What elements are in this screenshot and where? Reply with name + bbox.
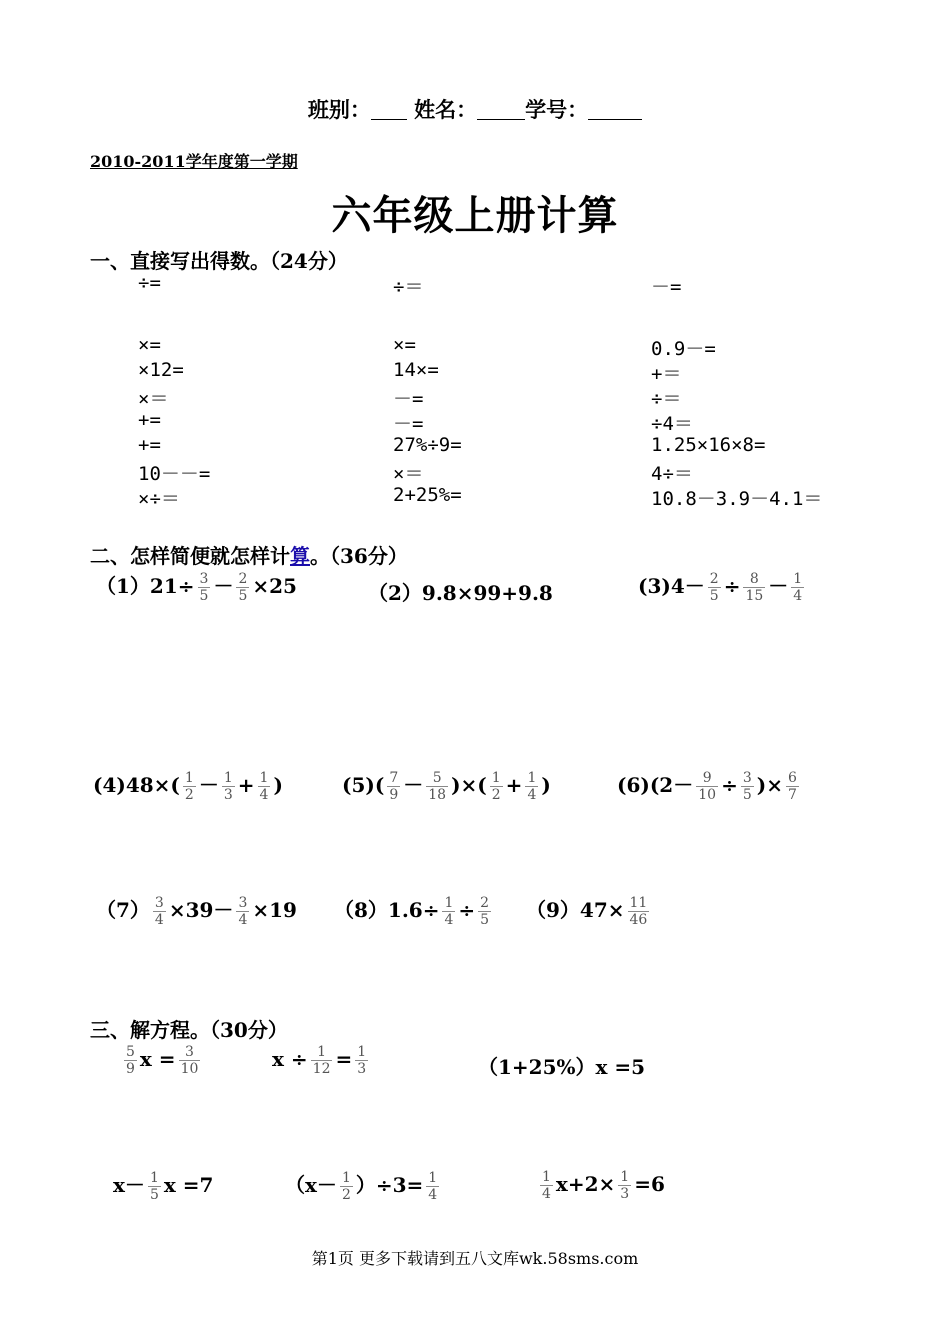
denominator: 9	[126, 1061, 135, 1078]
s1-c1-r2: ×=	[138, 334, 161, 356]
numerator: 7	[389, 769, 399, 786]
numerator: 2	[709, 570, 719, 587]
numerator: 9	[696, 770, 718, 787]
term-label: 2010-2011学年度第一学期	[90, 152, 298, 171]
denominator: 5	[199, 588, 209, 604]
s1-c2-r8: 2+25%=	[393, 484, 462, 506]
s1-c1-r3: ×12=	[138, 359, 184, 381]
numerator: 1	[184, 769, 194, 786]
operator: +	[505, 773, 523, 797]
section2-heading-link[interactable]: 算	[290, 544, 310, 568]
denominator: 3	[357, 1061, 367, 1078]
page-title: 六年级上册计算	[331, 193, 619, 239]
equation-text: x ÷	[272, 1047, 308, 1072]
equation-text: x－	[113, 1173, 145, 1197]
numerator: 3	[238, 894, 248, 911]
problem-9	[526, 894, 652, 928]
denominator: 5	[709, 588, 719, 604]
numerator: 8	[743, 571, 765, 588]
class-label: 班别：	[307, 97, 371, 122]
s1-c1-r5: +=	[138, 409, 161, 431]
numerator: 3	[199, 570, 209, 587]
student-info-line	[0, 94, 950, 124]
equation-3: （1+25%）x =5	[478, 1055, 646, 1079]
operator: )	[541, 773, 551, 797]
s1-c2-r1: ÷＝	[393, 276, 424, 298]
s1-c1-r7: 10－－=	[138, 463, 211, 485]
problem-1	[96, 570, 297, 604]
fraction	[791, 571, 804, 604]
numerator: 5	[426, 770, 448, 787]
fraction	[198, 571, 211, 604]
section2-heading-post: 。（36分）	[310, 544, 408, 568]
denominator: 2	[184, 787, 194, 803]
equation-1	[121, 1044, 203, 1077]
fraction	[525, 770, 538, 803]
numerator: 1	[428, 1169, 438, 1186]
fraction	[153, 895, 166, 928]
numerator: 1	[311, 1044, 333, 1061]
s1-c3-r8: 10.8－3.9－4.1＝	[651, 488, 823, 510]
fraction	[426, 1170, 439, 1203]
fraction	[258, 770, 271, 803]
denominator: 2	[491, 787, 501, 803]
fraction	[490, 770, 503, 803]
operator: )×	[756, 773, 783, 797]
equation-text: x =7	[163, 1173, 214, 1197]
page-footer: 第1页 更多下载请到五八文库wk.58sms.com	[311, 1249, 639, 1268]
numerator: 1	[444, 894, 454, 911]
name-label: 姓名：	[414, 97, 478, 122]
denominator: 4	[238, 912, 248, 928]
fraction	[183, 770, 196, 803]
problem-5	[342, 769, 551, 803]
fraction	[236, 895, 249, 928]
denominator: 4	[793, 588, 803, 604]
problem-3-label: (3)4－	[638, 574, 705, 598]
numerator: 6	[787, 769, 797, 786]
fraction	[478, 895, 491, 928]
fraction	[124, 1044, 137, 1077]
operator: －	[198, 773, 219, 797]
denominator: 5	[742, 787, 752, 803]
operator: ×25	[252, 574, 297, 598]
equation-6	[537, 1169, 665, 1202]
operator: ×19	[252, 898, 297, 922]
denominator: 46	[629, 912, 648, 928]
problem-6	[617, 769, 802, 803]
denominator: 12	[312, 1061, 331, 1078]
numerator: 11	[629, 894, 648, 911]
numerator: 2	[480, 894, 490, 911]
fraction	[696, 770, 718, 803]
problem-7-label: （7）	[96, 898, 150, 922]
equation-text: x+2×	[555, 1172, 616, 1197]
s1-c3-r1: －=	[651, 276, 682, 298]
fraction	[311, 1044, 333, 1077]
fraction	[708, 571, 721, 604]
denominator: 3	[223, 787, 233, 803]
equation-2	[272, 1044, 371, 1077]
operator: )	[273, 773, 283, 797]
fraction	[222, 770, 235, 803]
equation-4	[113, 1169, 213, 1203]
fraction	[387, 770, 400, 803]
fraction	[786, 770, 799, 803]
fraction	[618, 1169, 631, 1202]
denominator: 5	[149, 1187, 159, 1203]
operator: +	[237, 773, 255, 797]
fraction	[179, 1044, 201, 1077]
numerator: 1	[793, 570, 803, 587]
denominator: 4	[527, 787, 537, 803]
s1-c2-r7: ×＝	[393, 463, 424, 485]
numerator: 2	[238, 570, 248, 587]
numerator: 3	[742, 769, 752, 786]
section2-heading-pre: 二、怎样简便就怎样计	[90, 544, 290, 568]
problem-2: （2）9.8×99+9.8	[368, 581, 553, 605]
numerator: 1	[259, 769, 269, 786]
numerator: 1	[341, 1169, 351, 1186]
s1-c2-r6: 27%÷9=	[393, 434, 462, 456]
denominator: 3	[620, 1186, 630, 1203]
s1-c3-r6: 1.25×16×8=	[651, 434, 766, 456]
class-blank	[371, 99, 407, 120]
numerator: 3	[179, 1044, 201, 1061]
s1-c1-r8: ×÷＝	[138, 488, 180, 510]
numerator: 1	[357, 1044, 367, 1060]
numerator: 5	[126, 1044, 135, 1060]
numerator: 1	[527, 769, 537, 786]
operator: －	[213, 574, 234, 598]
problem-3	[638, 570, 807, 604]
numerator: 3	[154, 894, 164, 911]
s1-c3-r5: ÷4＝	[651, 413, 693, 435]
denominator: 7	[787, 787, 797, 803]
numerator: 1	[542, 1169, 551, 1185]
operator: ×39－	[168, 898, 234, 922]
s1-c2-r3: 14×=	[393, 359, 439, 381]
equation-text: ）÷3=	[355, 1173, 424, 1197]
problem-1-label: （1）21÷	[96, 574, 195, 598]
denominator: 5	[238, 588, 248, 604]
operator: ÷	[458, 898, 476, 922]
equation-text: =	[335, 1047, 353, 1072]
problem-9-label: （9）47×	[526, 898, 625, 922]
fraction	[442, 895, 455, 928]
fraction	[741, 770, 754, 803]
denominator: 5	[480, 912, 490, 928]
equation-text: x =	[139, 1047, 176, 1072]
fraction	[540, 1169, 553, 1202]
denominator: 2	[341, 1187, 351, 1203]
operator: ÷	[721, 773, 738, 797]
fraction	[743, 571, 765, 604]
numerator: 1	[491, 769, 501, 786]
id-label: 学号：	[525, 97, 589, 122]
s1-c3-r2: 0.9－=	[651, 338, 716, 360]
denominator: 4	[444, 912, 454, 928]
s1-c3-r7: 4÷＝	[651, 463, 693, 485]
equation-text: （x－	[285, 1173, 337, 1197]
s1-c3-r4: ÷＝	[651, 388, 682, 410]
problem-8-label: （8）1.6÷	[334, 898, 440, 922]
denominator: 10	[180, 1061, 199, 1078]
denominator: 9	[389, 787, 399, 803]
problem-6-label: (6)(2－	[617, 773, 694, 797]
numerator: 1	[223, 769, 233, 786]
id-blank	[588, 99, 642, 120]
fraction	[236, 571, 249, 604]
operator: )×(	[451, 773, 487, 797]
denominator: 4	[259, 787, 269, 803]
s1-c3-r3: +＝	[651, 363, 682, 385]
denominator: 10	[698, 787, 717, 803]
operator: ÷	[723, 574, 741, 598]
equation-5	[285, 1169, 442, 1203]
equation-text: =6	[634, 1172, 665, 1197]
section1-heading: 一、直接写出得数。（24分）	[90, 249, 348, 273]
fraction	[148, 1170, 161, 1203]
numerator: 1	[149, 1169, 159, 1186]
fraction	[340, 1170, 353, 1203]
section3-heading: 三、解方程。（30分）	[90, 1018, 288, 1042]
fraction	[355, 1044, 368, 1077]
problem-4-label: (4)48×(	[93, 773, 180, 797]
fraction	[426, 770, 448, 803]
denominator: 18	[428, 787, 447, 803]
denominator: 15	[745, 588, 764, 604]
s1-c2-r2: ×=	[393, 334, 416, 356]
problem-7	[96, 894, 297, 928]
problem-8	[334, 894, 494, 928]
s1-c1-r4: ×＝	[138, 388, 169, 410]
section2-heading	[90, 540, 408, 569]
numerator: 1	[620, 1169, 630, 1185]
operator: －	[403, 773, 424, 797]
problem-4	[93, 769, 283, 803]
s1-c2-r4: －=	[393, 388, 424, 410]
fraction	[628, 895, 650, 928]
problem-5-label: (5)(	[342, 773, 385, 797]
operator: －	[768, 574, 789, 598]
s1-c2-r5: －=	[393, 413, 424, 435]
s1-c1-r6: +=	[138, 434, 161, 456]
denominator: 4	[542, 1186, 551, 1203]
denominator: 4	[428, 1187, 438, 1203]
denominator: 4	[154, 912, 164, 928]
s1-c1-r1: ÷=	[138, 272, 161, 294]
name-blank	[477, 99, 525, 120]
